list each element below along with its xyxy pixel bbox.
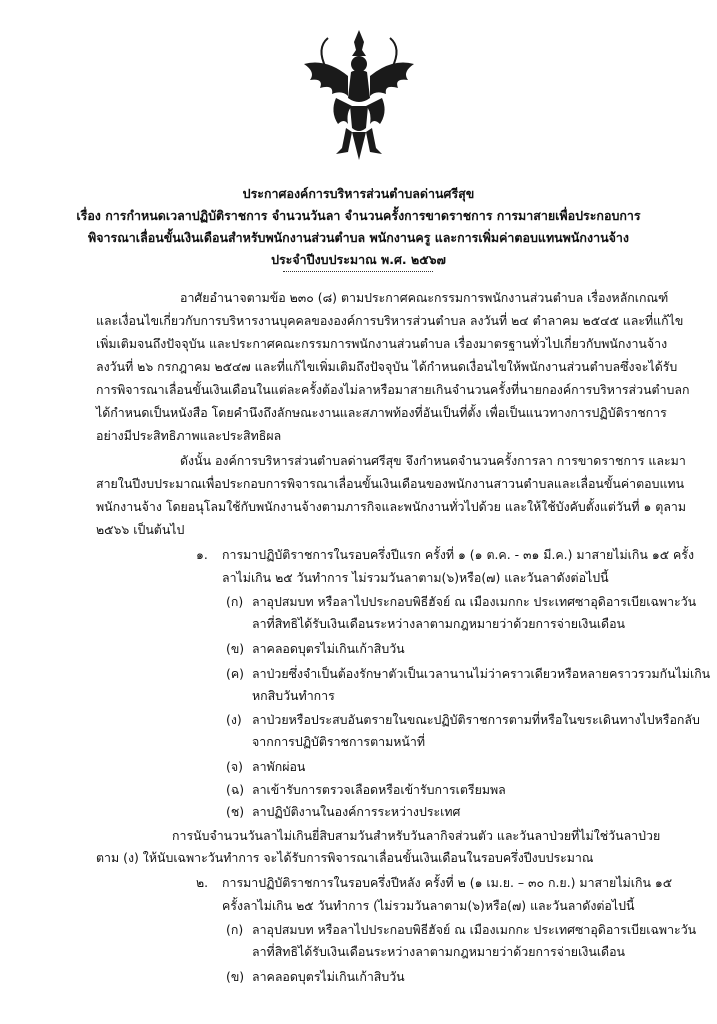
document-title-block xyxy=(0,183,717,271)
title-divider xyxy=(283,271,433,272)
item1-sub-marker: (ฉ) xyxy=(226,782,245,797)
item1-sub-line: หกสิบวันทำการ xyxy=(252,688,335,703)
item1-sub-marker: (ค) xyxy=(226,666,244,681)
item1-sub-line: ลาเข้ารับการตรวจเลือดหรือเข้ารับการเตรียมพล xyxy=(252,782,506,797)
item1-sub-marker: (ง) xyxy=(226,712,242,727)
item1-sub-line: ลาคลอดบุตรไม่เกินเก้าสิบวัน xyxy=(252,641,405,656)
item1-sub-line: ลาพักผ่อน xyxy=(252,759,306,774)
item1-number: ๑. xyxy=(196,547,208,562)
subject-line: ประจำปีงบประมาณ พ.ศ. ๒๕๖๗ xyxy=(271,252,446,267)
item2-sub-marker: (ข) xyxy=(226,969,245,984)
item1-sub-line: จากการปฏิบัติราชการตามหน้าที่ xyxy=(252,734,426,749)
item2-sub-line: ลาคลอดบุตรไม่เกินเก้าสิบวัน xyxy=(252,969,405,984)
para1-line: และเงื่อนไขเกี่ยวกับการบริหารงานบุคคลขององค์การบริหารส่วนตำบล ลงวันที่ ๒๔ ตำลาคม ๒๕๔๕ และที่แก้ไข xyxy=(96,313,684,328)
para2-line: พนักงานจ้าง โดยอนุโลมใช้กับพนักงานจ้างตามภารกิจและพนักงานทั่วไปด้วย และให้ใช้บังคับตั้งแต่วันที่ ๑ ตุลาม xyxy=(96,499,687,514)
note-line: ตาม (ง) ให้นับเฉพาะวันทำการ จะได้รับการพิจารณาเลื่อนขั้นเงินเดือนในรอบครึ่งปีงบประมาณ xyxy=(96,850,594,865)
item2-sub-marker: (ก) xyxy=(226,922,244,937)
item2-number: ๒. xyxy=(196,875,209,890)
para2-line: สายในปีงบประมาณเพื่อประกอบการพิจารณาเลื่อนขั้นเงินเดือนของพนักงานสาวนตำบลและเลื่อนขั้นค่าตอบแทน xyxy=(96,476,685,491)
subject-line: เรื่อง การกำหนดเวลาปฏิบัติราชการ จำนวนวันลา จำนวนครั้งการขาดราชการ การมาสายเพื่อประกอบการ xyxy=(76,208,641,223)
item1-line: ลาไม่เกิน ๒๕ วันทำการ ไม่รวมวันลาตาม(๖)หรือ(๗) และวันลาดังต่อไปนี้ xyxy=(222,570,609,585)
item1-sub-line: ลาที่สิทธิได้รับเงินเดือนระหว่างลาตามกฎหมายว่าด้วยการจ่ายเงินเดือน xyxy=(252,616,626,631)
para2-line: ดังนั้น องค์การบริหารส่วนตำบลด่านศรีสุข จึงกำหนดจำนวนครั้งการลา การขาดราชการ และมา xyxy=(180,453,686,468)
item1-sub-marker: (ข) xyxy=(226,641,245,656)
item2-line: ครั้งลาไม่เกิน ๒๕ วันทำการ (ไม่รวมวันลาตาม(๖)หรือ(๗) และวันลาดังต่อไปนี้ xyxy=(222,898,635,913)
item2-sub-line: ลาที่สิทธิได้รับเงินเดือนระหว่างลาตามกฎหมายว่าด้วยการจ่ายเงินเดือน xyxy=(252,944,626,959)
item1-sub-marker: (จ) xyxy=(226,759,243,774)
item1-sub-line: ลาปฏิบัติงานในองค์การระหว่างประเทศ xyxy=(252,804,461,819)
para1-line: ได้กำหนดเป็นหนังสือ โดยคำนึงถึงลักษณะงานและสภาพท้องที่อันเป็นที่ตั้ง เพื่อเป็นแนวทางการปฏิบัติราชการ xyxy=(96,405,667,420)
item1-sub-marker: (ก) xyxy=(226,594,244,609)
item2-sub-line: ลาอุปสมบท หรือลาไปประกอบพิธีฮัจย์ ณ เมืองเมกกะ ประเทศซาอุดิอารเบียเฉพาะวัน xyxy=(252,922,697,937)
note-line: การนับจำนวนวันลาไม่เกินยี่สิบสามวันสำหรับวันลากิจส่วนตัว และวันลาป่วยที่ไม่ใช่วันลาป่วย xyxy=(172,828,661,843)
item1-sub-marker: (ช) xyxy=(226,804,245,819)
para1-line: อาศัยอำนาจตามข้อ ๒๓๐ (๘) ตามประกาศคณะกรรมการพนักงานส่วนตำบล เรื่องหลักเกณฑ์ xyxy=(180,290,669,305)
garuda-emblem-icon xyxy=(296,28,422,168)
para1-line: อย่างมีประสิทธิภาพและประสิทธิผล xyxy=(96,428,282,443)
item1-sub-line: ลาอุปสมบท หรือลาไปประกอบพิธีฮัจย์ ณ เมืองเมกกะ ประเทศซาอุดิอารเบียเฉพาะวัน xyxy=(252,594,697,609)
para2-line: ๒๕๖๖ เป็นต้นไป xyxy=(96,522,185,537)
item1-line: การมาปฏิบัติราชการในรอบครึ่งปีแรก ครั้งที่ ๑ (๑ ต.ค. - ๓๑ มี.ค.) มาสายไม่เกิน ๑๕ ครั้ง xyxy=(222,547,695,562)
para1-line: การพิจารณาเลื่อนขั้นเงินเดือนในแต่ละครั้งต้องไม่ลาหรือมาสายเกินจำนวนครั้งที่นายกองค์การบริหารส่วนตำบลก xyxy=(96,382,690,397)
para1-line: เพิ่มเติมจนถึงปัจจุบัน และประกาศคณะกรรมการพนักงานส่วนตำบล เรื่องมาตรฐานทั่วไปเกี่ยวกับพนักงานจ้าง xyxy=(96,336,668,351)
item2-line: การมาปฏิบัติราชการในรอบครึ่งปีหลัง ครั้งที่ ๒ (๑ เม.ย. – ๓๐ ก.ย.) มาสายไม่เกิน ๑๕ xyxy=(222,875,673,890)
item1-sub-line: ลาป่วยหรือประสบอันตรายในขณะปฏิบัติราชการตามที่หรือในขระเดินทางไปหรือกลับ xyxy=(252,712,700,727)
document-heading: ประกาศองค์การบริหารส่วนตำบลด่านศรีสุข xyxy=(242,186,475,201)
item1-sub-line: ลาป่วยซึ่งจำเป็นต้องรักษาตัวเป็นเวลานานไม่ว่าคราวเดียวหรือหลายคราวรวมกันไม่เกิน xyxy=(252,666,711,681)
subject-line: พิจารณาเลื่อนขั้นเงินเดือนสำหรับพนักงานส่วนตำบล พนักงานครู และการเพิ่มค่าตอบแทนพนักงานจ้าง xyxy=(88,230,629,245)
para1-line: ลงวันที่ ๒๖ กรกฎาคม ๒๕๔๗ และที่แก้ไขเพิ่มเติมถึงปัจจุบัน ได้กำหนดเงื่อนไขให้พนักงานส่วนตำบลซึ่งจะได้รับ xyxy=(96,359,678,374)
